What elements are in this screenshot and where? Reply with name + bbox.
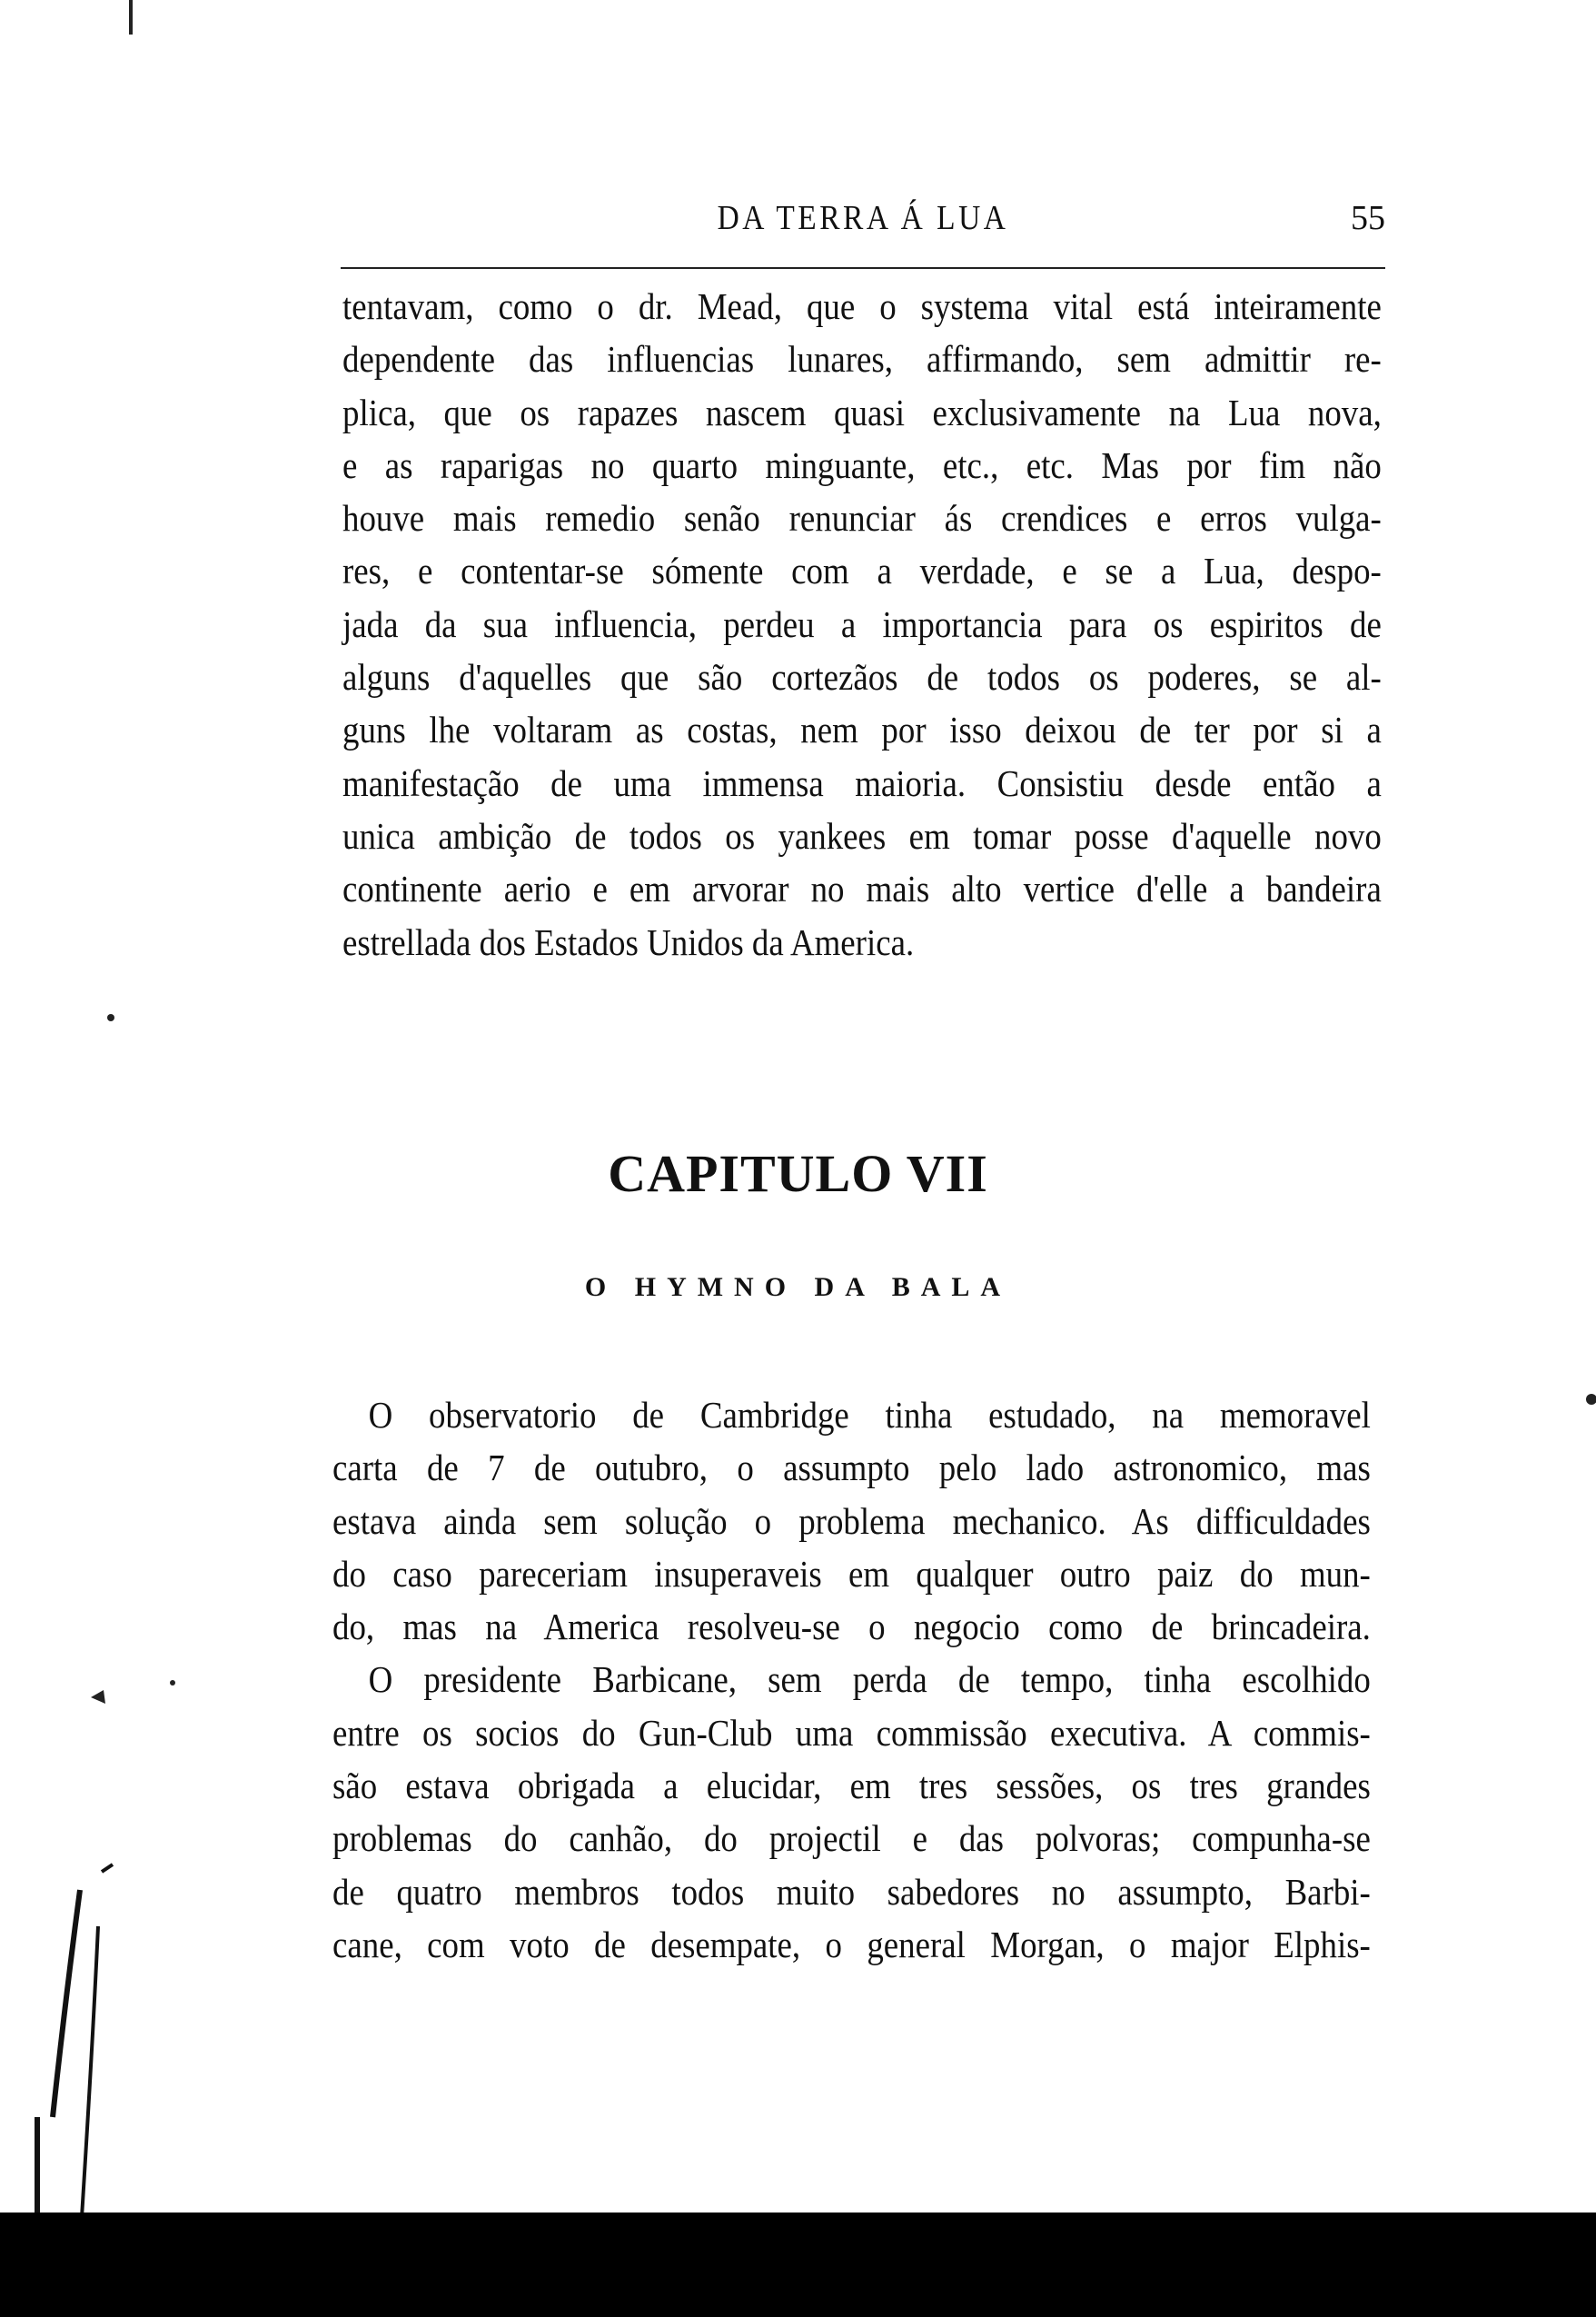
- text-line: carta de 7 de outubro, o assumpto pelo lado astronomico, mas: [332, 1447, 1371, 1489]
- text-line: estrellada dos Estados Unidos da America.: [342, 920, 915, 963]
- text-line: plica, que os rapazes nascem quasi exclusivamente na Lua nova,: [342, 391, 1382, 433]
- text-line: res, e contentar-se sómente com a verdade, e se a Lua, despo-: [342, 550, 1382, 592]
- running-title: DA TERRA Á LUA: [717, 199, 1009, 237]
- text-line: são estava obrigada a elucidar, em tres sessões, os tres grandes: [332, 1765, 1371, 1807]
- text-line: continente aerio e em arvorar no mais alto vertice d'elle a bandeira: [342, 868, 1382, 910]
- scan-speck: [129, 0, 133, 35]
- text-line: cane, com voto de desempate, o general Morgan, o major Elphis-: [332, 1923, 1371, 1965]
- text-line: O presidente Barbicane, sem perda de tempo, tinha escolhido: [368, 1658, 1371, 1701]
- text-line: alguns d'aquelles que são cortezãos de todos os poderes, se al-: [342, 656, 1382, 699]
- scan-speck: [91, 1690, 105, 1704]
- text-line: guns lhe voltaram as costas, nem por isso deixou de ter por si a: [342, 709, 1382, 751]
- text-line: O observatorio de Cambridge tinha estudado, na memoravel: [368, 1394, 1371, 1436]
- continued-paragraph: [342, 280, 1383, 969]
- text-line: houve mais remedio senão renunciar ás crendices e erros vulga-: [342, 497, 1382, 540]
- header-rule: [341, 267, 1385, 269]
- text-line: de quatro membros todos muito sabedores no assumpto, Barbi-: [332, 1870, 1371, 1913]
- scan-speck: [107, 1014, 114, 1021]
- text-line: jada da sua influencia, perdeu a importancia para os espiritos de: [342, 602, 1382, 645]
- text-line: problemas do canhão, do projectil e das polvoras; compunha-se: [332, 1817, 1371, 1860]
- scan-margin-line: [82, 1926, 98, 2217]
- scan-margin-line: [35, 2117, 40, 2217]
- chapter-body: [332, 1388, 1372, 1971]
- text-line: tentavam, como o dr. Mead, que o systema vital está inteiramente: [342, 285, 1382, 327]
- text-line: do caso pareceriam insuperaveis em qualquer outro paiz do mun-: [332, 1552, 1371, 1595]
- scan-margin-line: [102, 1865, 113, 1872]
- text-line: e as raparigas no quarto minguante, etc., etc. Mas por fim não: [342, 443, 1382, 486]
- scan-dark-edge: [0, 2213, 1596, 2317]
- text-line: unica ambição de todos os yankees em tomar posse d'aquelle novo: [342, 814, 1382, 857]
- text-line: do, mas na America resolveu-se o negocio como de brincadeira.: [332, 1606, 1371, 1648]
- text-line: manifestação de uma immensa maioria. Consistiu desde então a: [342, 761, 1382, 804]
- text-line: estava ainda sem solução o problema mechanico. As difficuldades: [332, 1499, 1371, 1542]
- scan-speck: [170, 1680, 175, 1686]
- scan-margin-line: [53, 1890, 80, 2117]
- running-head: [341, 198, 1385, 253]
- text-line: entre os socios do Gun-Club uma commissão executiva. A commis-: [332, 1711, 1371, 1754]
- chapter-title: CAPITULO VII: [608, 1144, 988, 1203]
- page-number: 55: [1351, 199, 1385, 237]
- scan-speck: [1586, 1394, 1596, 1405]
- chapter-subtitle: O HYMNO DA BALA: [584, 1272, 1012, 1302]
- text-line: dependente das influencias lunares, affirmando, sem admittir re-: [342, 338, 1382, 381]
